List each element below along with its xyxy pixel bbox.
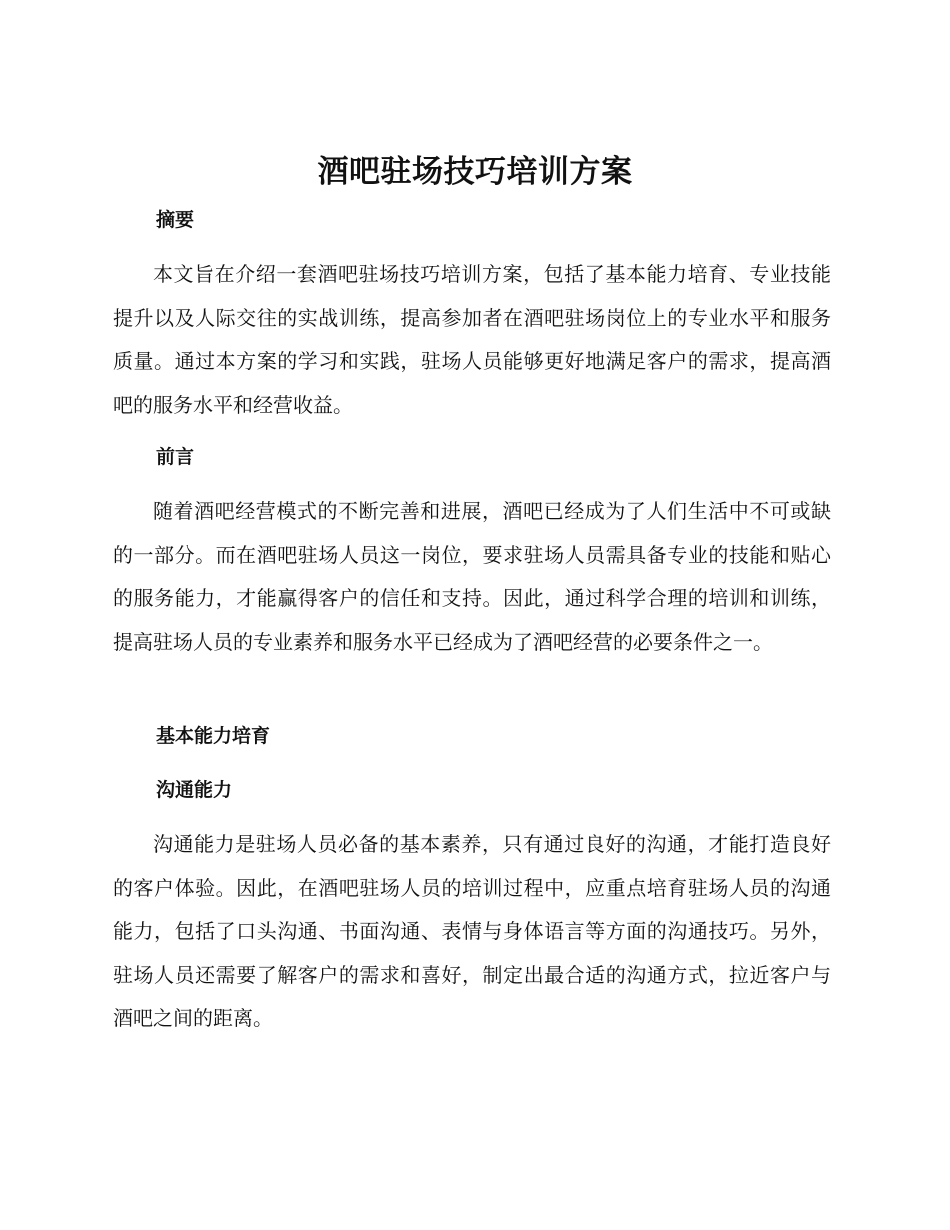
section-body-abstract: 本文旨在介绍一套酒吧驻场技巧培训方案，包括了基本能力培育、专业技能提升以及人际交往的实战训练，提高参加者在酒吧驻场岗位上的专业水平和服务质量。通过本方案的学习和实践，驻场人员能够更好地满足客户的需求，提高酒吧的服务水平和经营收益。 [113, 262, 831, 417]
section-heading-basic-abilities: 基本能力培育 [156, 725, 271, 747]
section-body-preface: 随着酒吧经营模式的不断完善和进展，酒吧已经成为了人们生活中不可或缺的一部分。而在酒吧驻场人员这一岗位，要求驻场人员需具备专业的技能和贴心的服务能力，才能赢得客户的信任和支持。因此，通过科学合理的培训和训练，提高驻场人员的专业素养和服务水平已经成为了酒吧经营的必要条件之一。 [113, 499, 831, 654]
section-heading-abstract: 摘要 [156, 209, 195, 231]
section-body-communication: 沟通能力是驻场人员必备的基本素养，只有通过良好的沟通，才能打造良好的客户体验。因此，在酒吧驻场人员的培训过程中，应重点培育驻场人员的沟通能力，包括了口头沟通、书面沟通、表情与身体语言等方面的沟通技巧。另外，驻场人员还需要了解客户的需求和喜好，制定出最合适的沟通方式，拉近客户与酒吧之间的距离。 [113, 832, 831, 1030]
section-heading-communication: 沟通能力 [156, 779, 233, 801]
document-title: 酒吧驻场技巧培训方案 [317, 154, 633, 190]
section-heading-preface: 前言 [156, 446, 195, 468]
